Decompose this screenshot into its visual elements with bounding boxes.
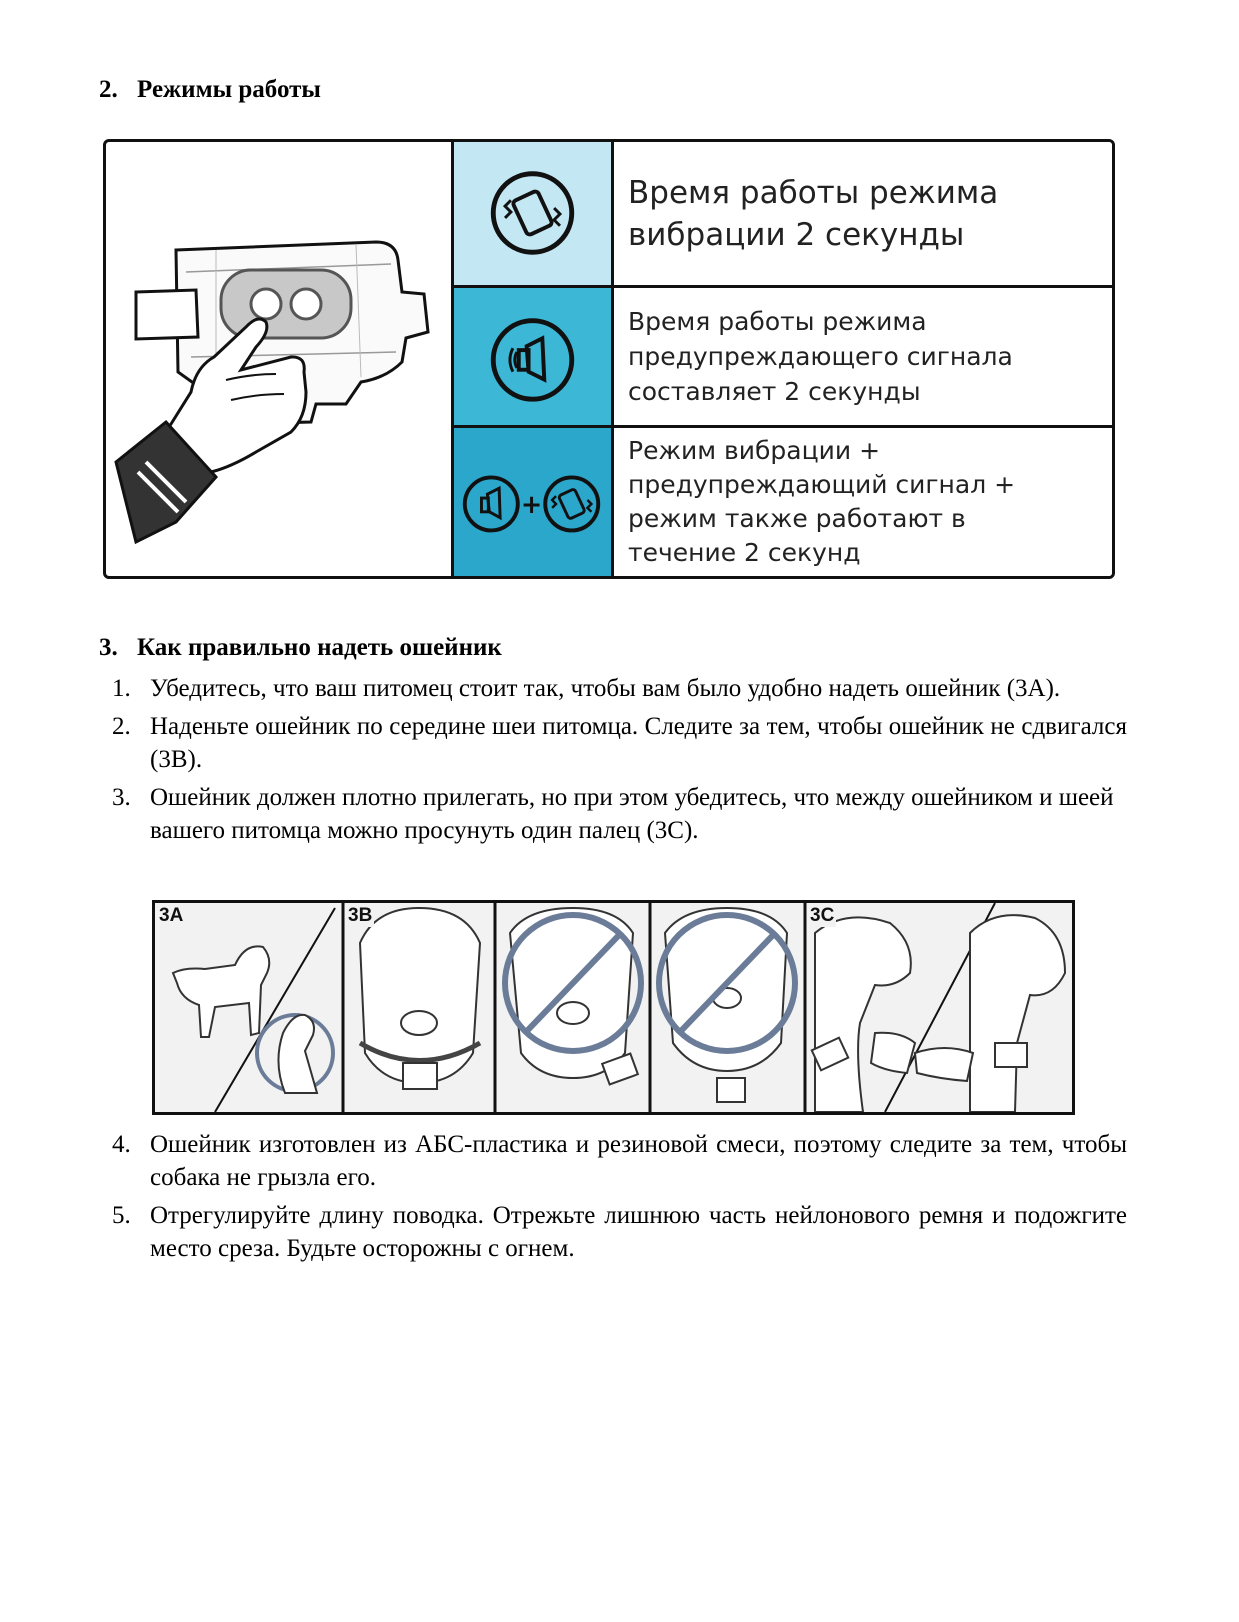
step-text: Убедитесь, что ваш питомец стоит так, чтобы вам было удобно надеть ошейник (3А). bbox=[150, 675, 1061, 702]
mode-row-sound bbox=[451, 288, 1112, 428]
figure-label-3a: 3A bbox=[159, 905, 184, 926]
collar-steps-list-continued bbox=[112, 1128, 1127, 1270]
step-number: 1. bbox=[112, 675, 131, 702]
hand-pressing-collar-button-illustration bbox=[106, 142, 451, 576]
mode-icon-cell bbox=[451, 142, 611, 285]
section-number: 2. bbox=[99, 76, 118, 103]
step-text: Наденьте ошейник по середине шеи питомца. Следите за тем, чтобы ошейник не сдвигался (3В). bbox=[150, 713, 1127, 773]
step-number: 4. bbox=[112, 1131, 131, 1158]
plus-sign: + bbox=[520, 489, 543, 520]
modes-panel bbox=[103, 139, 1115, 579]
section-title: Как правильно надеть ошейник bbox=[137, 634, 502, 661]
mode-text-cell bbox=[611, 288, 1112, 425]
sound-icon bbox=[454, 288, 611, 425]
vibration-icon bbox=[454, 142, 611, 285]
list-item bbox=[112, 1128, 1127, 1194]
sound-plus-vibration-icon bbox=[454, 428, 611, 576]
step-text: Ошейник изготовлен из АБС-пластика и резиновой смеси, поэтому следите за тем, чтобы собака не грызла его. bbox=[150, 1131, 1127, 1191]
section-2-heading bbox=[99, 76, 321, 104]
section-title: Режимы работы bbox=[137, 76, 321, 103]
list-item bbox=[112, 710, 1127, 776]
mode-row-vibration bbox=[451, 142, 1112, 288]
collar-fitting-illustration bbox=[152, 900, 1075, 1115]
section-number: 3. bbox=[99, 634, 118, 661]
step-number: 5. bbox=[112, 1202, 131, 1229]
step-text: Отрегулируйте длину поводка. Отрежьте лишнюю часть нейлонового ремня и подожгите место среза. Будьте осторожны с огнем. bbox=[150, 1202, 1127, 1262]
mode-description: Время работы режима предупреждающего сигнала составляет 2 секунды bbox=[628, 307, 1013, 406]
step-number: 3. bbox=[112, 784, 131, 811]
section-3-heading bbox=[99, 634, 502, 662]
list-item bbox=[112, 781, 1127, 847]
dog-drawings bbox=[155, 903, 1072, 1112]
mode-text-cell bbox=[611, 142, 1112, 285]
mode-icon-cell bbox=[451, 288, 611, 425]
collar-steps-list bbox=[112, 672, 1127, 852]
list-item bbox=[112, 672, 1127, 705]
figure-label-3c: 3C bbox=[810, 905, 835, 926]
step-text: Ошейник должен плотно прилегать, но при этом убедитесь, что между ошейником и шеей вашего питомца можно просунуть один палец (3С). bbox=[150, 784, 1114, 844]
mode-description: Режим вибрации + предупреждающий сигнал + режим также работают в течение 2 секунд bbox=[628, 436, 1016, 567]
list-item bbox=[112, 1199, 1127, 1265]
figure-label-3b: 3B bbox=[348, 905, 373, 926]
step-number: 2. bbox=[112, 713, 131, 740]
mode-row-combo bbox=[451, 428, 1112, 576]
mode-icon-cell bbox=[451, 428, 611, 576]
mode-text-cell bbox=[611, 428, 1112, 576]
mode-description: Время работы режима вибрации 2 секунды bbox=[628, 174, 999, 253]
